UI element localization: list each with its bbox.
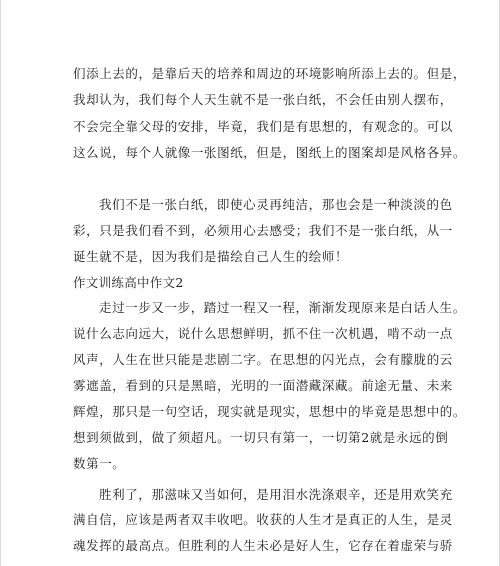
text-line: 胜利了，那滋味又当如何，是用泪水洗涤艰辛，还是用欢笑充 — [99, 487, 453, 502]
section-heading: 作文训练高中作文2 — [73, 275, 184, 290]
text-line: 说什么志向远大，说什么思想鲜明，抓不住一次机遇，啃不动一点 — [73, 326, 453, 341]
text-line: 不会完全靠父母的安排，毕竟，我们是有思想的，有观念的。可以 — [73, 119, 453, 134]
text-line: 我却认为，我们每个人天生就不是一张白纸，不会任由别人摆布， — [73, 92, 453, 107]
text-line: 诞生就不是，因为我们是描绘自己人生的绘师！ — [73, 249, 349, 264]
text-line: 满自信，应该是两者双丰收吧。收获的人生才是真正的人生，是灵 — [73, 512, 453, 527]
text-line: 走过一步又一步，踏过一程又一程，渐渐发现原来是白话人生。 — [99, 300, 466, 315]
text-line: 们添上去的，是靠后天的培养和周边的环境影响所添上去的。但是， — [73, 66, 467, 81]
text-line: 这么说，每个人就像一张图纸，但是，图纸上的图案却是风格各异。 — [73, 145, 467, 160]
text-line: 想到须做到，做了须超凡。一切只有第一，一切第2就是永远的倒 — [73, 430, 449, 445]
text-line: 我们不是一张白纸，即使心灵再纯洁，那也会是一种淡淡的色 — [99, 197, 453, 212]
text-line: 数第一。 — [73, 456, 126, 471]
text-line: 雾遮盖，看到的只是黑暗，光明的一面潜藏深藏。前途无量、未来 — [73, 378, 453, 393]
text-line: 风声，人生在世只能是悲剧二字。在思想的闪光点，会有朦胧的云 — [73, 352, 453, 367]
text-line: 彩，只是我们看不到，必须用心去感受；我们不是一张白纸，从一 — [73, 223, 453, 238]
text-line: 辉煌，那只是一句空话，现实就是现实，思想中的毕竟是思想中的。 — [73, 404, 467, 419]
text-line: 魂发挥的最高点。但胜利的人生未必是好人生，它存在着虚荣与骄 — [73, 538, 453, 553]
